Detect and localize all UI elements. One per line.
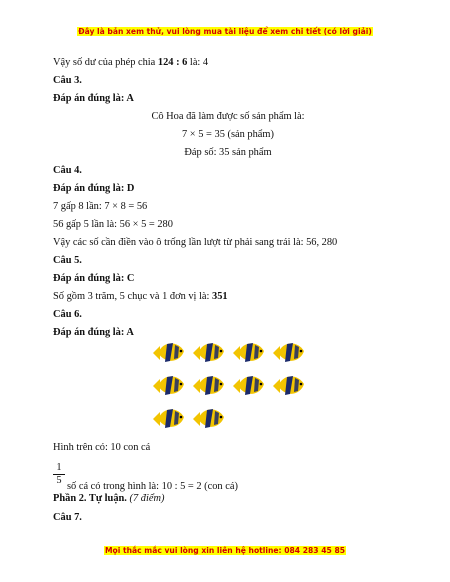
fish-icon xyxy=(191,407,227,431)
part-2-heading: Phần 2. Tự luận. (7 điểm) xyxy=(53,493,165,504)
fish-icon xyxy=(271,374,307,398)
question-3-answer: Đáp án đúng là: A xyxy=(53,93,134,104)
question-4-heading: Câu 4. xyxy=(53,165,82,176)
fish-icon xyxy=(151,341,187,365)
question-6-count: Hình trên có: 10 con cá xyxy=(53,442,151,453)
question-5-answer: Đáp án đúng là: C xyxy=(53,273,135,284)
fish-icon xyxy=(151,407,187,431)
question-4-conclusion: Vậy các số cần điền vào ô trống lần lượt từ phải sang trái là: 56, 280 xyxy=(53,237,338,248)
fish-icon xyxy=(191,341,227,365)
question-3-solution-3: Đáp số: 35 sản phẩm xyxy=(184,147,272,158)
question-6-fraction-text: số cá có trong hình là: 10 : 5 = 2 (con cá) xyxy=(67,481,238,492)
question-5-heading: Câu 5. xyxy=(53,255,82,266)
fraction-numerator: 1 xyxy=(53,462,65,475)
question-4-answer: Đáp án đúng là: D xyxy=(53,183,135,194)
fraction-one-fifth xyxy=(53,462,65,487)
fish-icon xyxy=(271,341,307,365)
question-3-heading: Câu 3. xyxy=(53,75,82,86)
question-6-heading: Câu 6. xyxy=(53,309,82,320)
fish-icon xyxy=(191,374,227,398)
question-4-step-1: 7 gấp 8 lần: 7 × 8 = 56 xyxy=(53,201,148,212)
question-3-solution-1: Cô Hoa đã làm được số sản phẩm là: xyxy=(151,111,305,122)
remainder-line: Vậy số dư của phép chia 124 : 6 là: 4 xyxy=(53,57,209,68)
fish-icon xyxy=(151,374,187,398)
fish-icon xyxy=(231,374,267,398)
question-5-solution: Số gồm 3 trăm, 5 chục và 1 đơn vị là: 351 xyxy=(53,291,228,302)
question-4-step-2: 56 gấp 5 lần là: 56 × 5 = 280 xyxy=(53,219,173,230)
bottom-banner: Mọi thắc mắc vui lòng xin liên hệ hotline: 084 283 45 85 xyxy=(104,546,346,555)
fraction-denominator: 5 xyxy=(56,475,62,486)
question-7-heading: Câu 7. xyxy=(53,512,82,523)
top-banner: Đây là bản xem thử, vui lòng mua tài liệu để xem chi tiết (có lời giải) xyxy=(78,27,372,36)
fish-icon xyxy=(231,341,267,365)
question-3-solution-2: 7 × 5 = 35 (sản phẩm) xyxy=(182,129,274,140)
question-6-answer: Đáp án đúng là: A xyxy=(53,327,134,338)
